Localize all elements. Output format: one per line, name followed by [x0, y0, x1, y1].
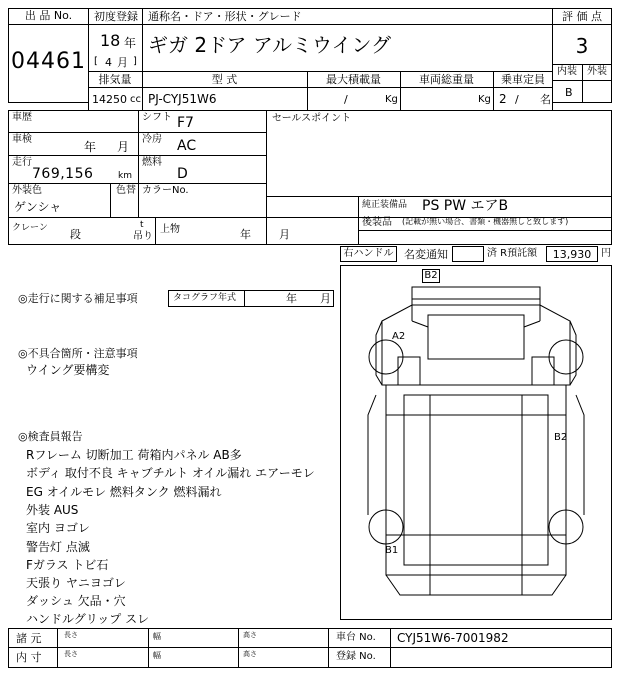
reg-month-unit: 月	[117, 56, 128, 69]
first-reg-label: 初度登録	[94, 10, 138, 23]
recycle-label: 済 R預託額	[487, 248, 538, 259]
inspector-label: ◎検査員報告	[18, 430, 83, 443]
sales-point-label: セールスポイント	[272, 113, 352, 124]
inspection-year-unit: 年	[84, 140, 97, 154]
report-line: 天張り ヤニヨゴレ	[26, 576, 126, 590]
chassis-number: CYJ51W6-7001982	[397, 631, 509, 645]
upper-label: 上物	[160, 224, 180, 235]
damage-mark-b1: B1	[385, 545, 399, 556]
type-label: 型 式	[211, 73, 238, 86]
capacity-label: 乗車定員	[501, 73, 545, 86]
aftermarket-note: (記載が無い場合、書類・機器無しと致します)	[402, 217, 569, 226]
driving-label: ◎走行に関する補足事項	[18, 292, 138, 305]
damage-mark-b2-side: B2	[554, 432, 568, 443]
report-line: 室内 ヨゴレ	[26, 521, 90, 535]
mileage-label: 走行	[12, 157, 32, 168]
color-no-label: 色替	[116, 185, 136, 196]
aftermarket-label: 後装品	[362, 217, 392, 228]
inspection-label: 車検	[12, 134, 32, 145]
crane-hang: 吊り	[133, 231, 153, 242]
reg-year-unit: 年	[124, 36, 137, 50]
defect-item: ウイング要構変	[26, 363, 110, 377]
shift: F7	[177, 115, 194, 131]
defects-label: ◎不具合箇所・注意事項	[18, 347, 138, 360]
interior-grade: B	[565, 86, 573, 99]
inner-length-label: 長さ	[64, 650, 78, 658]
upper-month: 月	[279, 228, 290, 241]
fuel-label: 燃料	[142, 157, 162, 168]
fuel: D	[177, 166, 188, 182]
gross-weight-label: 車両総重量	[419, 73, 474, 86]
damage-mark-a2: A2	[392, 331, 406, 342]
report-line: 警告灯 点滅	[26, 540, 90, 554]
spec-height-label: 高さ	[243, 631, 257, 639]
lot-number: 04461	[11, 49, 86, 74]
truck-outline-diagram	[340, 265, 612, 620]
rating-value: 3	[575, 34, 589, 58]
reg-no-label: 登録 No.	[336, 651, 376, 662]
gross-weight-unit: Kg	[478, 94, 491, 105]
report-line: Fガラス トビ石	[26, 558, 109, 572]
tacho-label: タコグラフ年式	[173, 293, 237, 303]
crane-stage: 段	[70, 228, 81, 241]
report-line: ハンドルグリップ スレ	[26, 612, 150, 626]
displacement-unit: cc	[130, 94, 141, 105]
tacho-year: 年	[286, 292, 297, 305]
exterior-label: 外装	[587, 66, 607, 77]
ac: AC	[177, 138, 197, 154]
max-load-unit: Kg	[385, 94, 398, 105]
displacement: 14250	[92, 93, 127, 106]
inner-width-label: 幅	[153, 651, 161, 660]
inner-height-label: 高さ	[243, 650, 257, 658]
capacity-sep: /	[515, 93, 519, 106]
lot-label: 出 品 No.	[24, 9, 73, 22]
capacity-unit: 名	[540, 93, 551, 106]
spec-width-label: 幅	[153, 632, 161, 641]
shift-label: シフト	[142, 112, 172, 123]
color-code-label: カラーNo.	[142, 185, 189, 196]
genuine: PS PW エアB	[422, 198, 509, 214]
tacho-month: 月	[320, 292, 331, 305]
mileage: 769,156	[32, 166, 94, 182]
report-line: EG オイルモレ 燃料タンク 燃料漏れ	[26, 485, 222, 499]
inspection-month-unit: 月	[117, 140, 130, 154]
mileage-unit: km	[118, 171, 132, 181]
recycle-unit: 円	[601, 248, 611, 259]
max-load-label: 最大積載量	[326, 73, 381, 86]
name-change-label: 名変通知	[404, 248, 448, 261]
reg-month: 4	[105, 56, 112, 69]
interior-dim-label: 内 寸	[16, 651, 42, 664]
upper-year: 年	[240, 228, 251, 241]
ac-label: 冷房	[142, 134, 162, 145]
spec-label: 諸 元	[16, 632, 42, 645]
crane-label: クレーン	[12, 223, 48, 233]
max-load-sep: /	[344, 93, 348, 106]
spec-length-label: 長さ	[64, 631, 78, 639]
capacity: 2	[499, 92, 507, 106]
history-label: 車歴	[12, 112, 32, 123]
report-line: ボディ 取付不良 キャブチルト オイル漏れ エアーモレ	[26, 466, 315, 480]
recycle-amount: 13,930	[552, 248, 592, 261]
model-name: ギガ 2ドア アルミウイング	[148, 33, 392, 57]
model-header: 通称名・ドア・形状・グレード	[148, 10, 302, 23]
report-line: Rフレーム 切断加工 荷箱内パネル AB多	[26, 448, 242, 462]
type: PJ-CYJ51W6	[148, 92, 217, 106]
chassis-label: 車台 No.	[336, 632, 376, 643]
color-label: 外装色	[12, 185, 42, 196]
rating-label: 評 価 点	[562, 10, 602, 23]
crane-t: t	[140, 220, 144, 230]
displacement-label: 排気量	[98, 73, 132, 86]
interior-label: 内装	[557, 66, 577, 77]
genuine-label: 純正装備品	[362, 200, 408, 210]
reg-year: 18	[100, 31, 121, 50]
color: ゲンシャ	[14, 200, 62, 214]
report-line: 外装 AUS	[26, 503, 79, 517]
name-change-box	[452, 246, 484, 262]
report-line: ダッシュ 欠品・穴	[26, 594, 126, 608]
